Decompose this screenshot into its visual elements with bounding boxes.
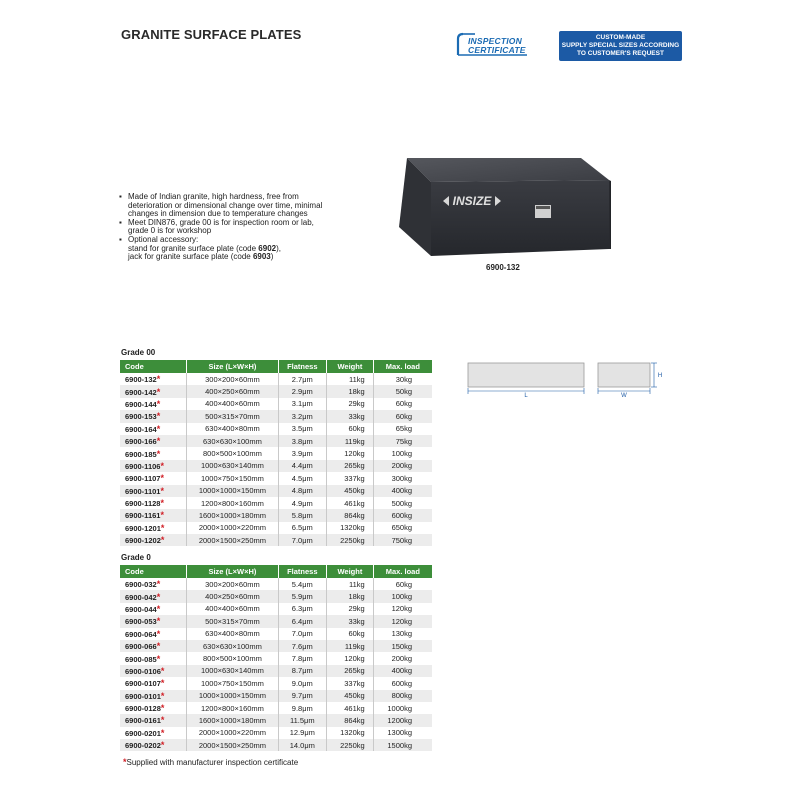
cell-size: 500×315×70mm (187, 615, 278, 627)
feature-item-accessory (118, 236, 328, 262)
code-text: 6900-0161 (125, 716, 161, 726)
table-row (120, 677, 432, 689)
cell-code (120, 714, 187, 726)
cell-code (120, 485, 187, 497)
table-row (120, 385, 432, 397)
table-row (120, 398, 432, 410)
code-text: 6900-044 (125, 604, 157, 614)
cell-code (120, 727, 187, 739)
grade-00-table (120, 360, 432, 546)
certificate-star: * (156, 436, 161, 447)
cell-flatness: 3.9μm (278, 447, 327, 459)
cell-weight: 461kg (327, 497, 374, 509)
code-text: 6900-1201 (125, 523, 161, 533)
certificate-star: * (160, 498, 164, 509)
cell-weight: 18kg (327, 385, 374, 397)
cell-size: 2000×1500×250mm (187, 534, 278, 546)
granite-plate-image (395, 155, 613, 261)
table-row (120, 652, 432, 664)
cell-size: 2000×1500×250mm (187, 739, 278, 751)
cell-flatness: 4.5μm (278, 472, 327, 484)
accessory-jack-suffix: ) (270, 252, 274, 262)
cell-max-load: 600kg (373, 509, 432, 521)
grade-0-body (120, 578, 432, 751)
cell-code (120, 628, 187, 640)
code-text: 6900-153 (125, 412, 157, 422)
code-text: 6900-144 (125, 399, 157, 409)
cell-flatness: 5.9μm (278, 590, 327, 602)
feature-item: ▪ Meet DIN876, grade 00 is for inspection room or lab, grade 0 is for workshop (118, 219, 328, 236)
cell-flatness: 8.7μm (278, 665, 327, 677)
cell-max-load: 800kg (373, 690, 432, 702)
cell-size: 300×200×60mm (187, 578, 278, 590)
cell-flatness: 9.0μm (278, 677, 327, 689)
cell-size: 800×500×100mm (187, 652, 278, 664)
page-title: GRANITE SURFACE PLATES (121, 27, 302, 42)
cell-max-load: 100kg (391, 449, 412, 459)
certificate-star: * (156, 579, 161, 590)
code-text: 6900-132 (125, 375, 157, 385)
cell-weight: 461kg (327, 702, 374, 714)
cell-code (120, 702, 187, 714)
header-max-load: Max. load (373, 565, 432, 578)
certificate-star: * (156, 603, 161, 614)
table-row (120, 628, 432, 640)
cell-code (120, 373, 187, 385)
cell-weight: 120kg (327, 652, 374, 664)
cell-weight: 864kg (327, 509, 374, 521)
cell-max-load: 100kg (373, 590, 432, 602)
cell-flatness: 7.0μm (278, 628, 327, 640)
length-label: L (524, 393, 528, 398)
certificate-star: * (160, 665, 165, 676)
certificate-star: * (160, 535, 165, 546)
cell-flatness: 3.8μm (278, 435, 327, 447)
table-row (120, 423, 432, 435)
table-row (120, 460, 432, 472)
cell-flatness: 7.8μm (278, 652, 327, 664)
table-row (120, 714, 432, 726)
cell-weight: 864kg (327, 714, 374, 726)
cell-max-load: 300kg (391, 473, 412, 483)
cell-max-load: 1000kg (387, 703, 412, 713)
width-label: W (621, 393, 627, 398)
table-row (120, 447, 432, 459)
cell-weight: 60kg (327, 423, 374, 435)
cell-max-load: 50kg (373, 385, 432, 397)
certificate-star: * (156, 423, 161, 434)
cell-flatness: 9.7μm (278, 690, 327, 702)
cell-max-load: 1500kg (373, 739, 432, 751)
certificate-star: * (156, 374, 161, 385)
cell-max-load: 30kg (395, 374, 412, 384)
header-code: Code (120, 565, 187, 578)
cell-weight: 29kg (327, 398, 374, 410)
code-text: 6900-064 (125, 629, 157, 639)
cell-flatness: 14.0μm (278, 739, 327, 751)
cell-size: 400×250×60mm (187, 590, 278, 602)
cell-max-load: 500kg (391, 498, 412, 508)
cell-max-load: 400kg (373, 485, 432, 497)
feature-item: ▪ Made of Indian granite, high hardness, free from deterioration or dimensional change over time, minimal changes in dimension due to temperature changes (118, 193, 328, 219)
cell-size: 2000×1000×220mm (187, 522, 278, 534)
cell-size: 1600×1000×180mm (187, 509, 278, 521)
cell-flatness: 3.2μm (278, 410, 327, 422)
table-row (120, 472, 432, 484)
cell-size: 400×250×60mm (187, 385, 278, 397)
cell-flatness: 4.4μm (278, 460, 327, 472)
cell-code (120, 534, 187, 546)
custom-line-1: CUSTOM-MADE (595, 34, 646, 41)
certificate-star: * (156, 411, 161, 422)
code-text: 6900-1101 (125, 486, 161, 496)
custom-line-2: SUPPLY SPECIAL SIZES ACCORDING (561, 42, 680, 49)
table-row (120, 702, 432, 714)
height-label: H (657, 373, 663, 379)
certificate-star: * (156, 448, 161, 459)
cell-code (120, 385, 187, 397)
table-row (120, 497, 432, 509)
product-image-caption: 6900-132 (486, 263, 520, 272)
table-row (120, 739, 432, 751)
footnote (123, 757, 298, 767)
cell-flatness: 7.0μm (278, 534, 327, 546)
cell-max-load: 400kg (373, 665, 432, 677)
cell-flatness: 5.4μm (278, 578, 327, 590)
cell-max-load: 65kg (395, 424, 412, 434)
certificate-star: * (156, 653, 161, 664)
cell-weight: 18kg (327, 590, 374, 602)
table-row (120, 485, 432, 497)
table-row (120, 373, 432, 385)
cell-weight: 1320kg (327, 522, 374, 534)
code-text: 6900-066 (125, 642, 157, 652)
cell-weight: 450kg (327, 485, 374, 497)
code-text: 6900-085 (125, 654, 157, 664)
certificate-star: * (156, 616, 161, 627)
cell-flatness: 7.6μm (278, 640, 327, 652)
table-row (120, 509, 432, 521)
table-row (120, 640, 432, 652)
table-row (120, 410, 432, 422)
cell-flatness: 9.8μm (278, 702, 327, 714)
code-text: 6900-1161 (125, 511, 161, 521)
cell-size: 1200×800×160mm (187, 497, 278, 509)
table-row (120, 665, 432, 677)
cell-size: 630×630×100mm (187, 435, 278, 447)
table-header-row (120, 360, 432, 373)
cell-weight: 2250kg (327, 534, 374, 546)
accessory-jack-text: jack for granite surface plate (code (128, 252, 253, 262)
cell-weight: 337kg (327, 472, 374, 484)
certificate-star: * (160, 485, 164, 496)
custom-made-box (559, 31, 682, 61)
cell-max-load: 60kg (395, 399, 412, 409)
cell-max-load: 650kg (391, 523, 412, 533)
cell-max-load: 60kg (373, 410, 432, 422)
certificate-star: * (156, 628, 161, 639)
code-text: 6900-053 (125, 617, 157, 627)
inspection-certificate-badge (455, 31, 547, 59)
cell-code (120, 578, 187, 590)
accessory-stand-code: 6902 (258, 243, 277, 253)
code-text: 6900-1128 (125, 499, 161, 509)
cell-size: 2000×1000×220mm (187, 727, 278, 739)
cell-max-load: 120kg (391, 604, 412, 614)
code-text: 6900-0107 (125, 679, 161, 689)
cell-size: 1600×1000×180mm (187, 714, 278, 726)
cell-flatness: 2.7μm (278, 373, 327, 385)
header-size: Size (L×W×H) (187, 565, 278, 578)
certificate-star: * (160, 727, 165, 738)
table-row (120, 727, 432, 739)
cell-code (120, 690, 187, 702)
table-row (120, 690, 432, 702)
cell-weight: 2250kg (327, 739, 374, 751)
code-text: 6900-142 (125, 387, 157, 397)
cell-weight: 1320kg (327, 727, 374, 739)
cell-max-load: 120kg (373, 615, 432, 627)
grade-0-table (120, 565, 432, 751)
cell-size: 630×630×100mm (187, 640, 278, 652)
cell-weight: 119kg (327, 435, 374, 447)
cell-flatness: 3.5μm (278, 423, 327, 435)
accessory-stand-text: stand for granite surface plate (code (128, 243, 259, 253)
cell-code (120, 435, 187, 447)
code-text: 6900-0202 (125, 741, 161, 751)
cell-max-load: 1300kg (387, 728, 412, 738)
code-text: 6900-0201 (125, 728, 161, 738)
certificate-star: * (160, 510, 164, 521)
cell-weight: 33kg (327, 410, 374, 422)
cell-code (120, 447, 187, 459)
cell-weight: 11kg (327, 373, 374, 385)
certificate-star: * (156, 398, 161, 409)
insize-brand-text: INSIZE (452, 194, 492, 208)
certificate-star: * (160, 740, 165, 751)
cell-max-load: 60kg (395, 579, 412, 589)
cell-code (120, 522, 187, 534)
certificate-star: * (160, 473, 164, 484)
table-row (120, 578, 432, 590)
grade-00-body (120, 373, 432, 546)
cell-size: 300×200×60mm (187, 373, 278, 385)
certificate-star: * (156, 386, 161, 397)
cell-flatness: 2.9μm (278, 385, 327, 397)
certificate-line-2: CERTIFICATE (468, 45, 526, 55)
cell-weight: 265kg (327, 665, 374, 677)
cell-weight: 120kg (327, 447, 374, 459)
cell-size: 1000×750×150mm (187, 472, 278, 484)
cell-weight: 60kg (327, 628, 374, 640)
cell-weight: 450kg (327, 690, 374, 702)
cell-flatness: 3.1μm (278, 398, 327, 410)
accessory-jack-code: 6903 (252, 252, 271, 262)
table-row (120, 603, 432, 615)
cell-size: 630×400×80mm (187, 423, 278, 435)
cell-code (120, 509, 187, 521)
accessory-intro: Optional accessory: (128, 234, 199, 244)
code-text: 6900-032 (125, 580, 157, 590)
dimension-diagram (466, 362, 666, 398)
cell-code (120, 410, 187, 422)
certificate-star: * (160, 522, 165, 533)
cell-weight: 29kg (327, 603, 374, 615)
code-text: 6900-1202 (125, 536, 161, 546)
cell-max-load: 750kg (373, 534, 432, 546)
certificate-star: * (156, 641, 161, 652)
cell-weight: 33kg (327, 615, 374, 627)
header-weight: Weight (327, 565, 374, 578)
footnote-text: Supplied with manufacturer inspection certificate (126, 758, 299, 767)
cell-flatness: 11.5μm (278, 714, 327, 726)
cell-code (120, 460, 187, 472)
cell-flatness: 6.3μm (278, 603, 327, 615)
cell-code (120, 497, 187, 509)
code-text: 6900-166 (125, 437, 157, 447)
cell-flatness: 6.5μm (278, 522, 327, 534)
code-text: 6900-0101 (125, 691, 161, 701)
code-text: 6900-185 (125, 449, 157, 459)
cell-code (120, 640, 187, 652)
cell-max-load: 600kg (391, 678, 412, 688)
code-text: 6900-042 (125, 592, 157, 602)
cell-code (120, 665, 187, 677)
header-flatness: Flatness (278, 360, 327, 373)
cell-flatness: 12.9μm (278, 727, 327, 739)
table-row (120, 590, 432, 602)
table-row (120, 435, 432, 447)
cell-max-load: 1200kg (373, 714, 432, 726)
cell-code (120, 423, 187, 435)
cell-code (120, 398, 187, 410)
cell-size: 400×400×60mm (187, 603, 278, 615)
cell-max-load: 130kg (391, 629, 412, 639)
cell-flatness: 4.9μm (278, 497, 327, 509)
cell-code (120, 603, 187, 615)
cell-code (120, 652, 187, 664)
table-row (120, 615, 432, 627)
cell-size: 1000×1000×150mm (187, 485, 278, 497)
cell-size: 630×400×80mm (187, 628, 278, 640)
cell-weight: 265kg (327, 460, 374, 472)
certificate-star: * (160, 703, 165, 714)
cell-code (120, 472, 187, 484)
cell-weight: 119kg (327, 640, 374, 652)
grade-0-label: Grade 0 (121, 553, 151, 562)
code-text: 6900-0128 (125, 704, 161, 714)
certificate-star: * (160, 690, 165, 701)
header-max-load: Max. load (373, 360, 432, 373)
cell-weight: 11kg (327, 578, 374, 590)
footnote-star: * (123, 757, 127, 767)
grade-00-label: Grade 00 (121, 348, 156, 357)
cell-flatness: 6.4μm (278, 615, 327, 627)
cell-max-load: 150kg (373, 640, 432, 652)
header-size: Size (L×W×H) (187, 360, 278, 373)
cell-flatness: 4.8μm (278, 485, 327, 497)
cell-size: 400×400×60mm (187, 398, 278, 410)
cell-size: 500×315×70mm (187, 410, 278, 422)
certificate-line-1: INSPECTION (468, 36, 522, 46)
custom-line-3: TO CUSTOMER'S REQUEST (577, 50, 664, 57)
cell-code (120, 739, 187, 751)
cell-weight: 337kg (327, 677, 374, 689)
cell-size: 1000×630×140mm (187, 460, 278, 472)
cell-size: 1200×800×160mm (187, 702, 278, 714)
accessory-stand-suffix: ), (276, 243, 281, 253)
certificate-star: * (160, 460, 164, 471)
code-text: 6900-1106 (125, 461, 161, 471)
certificate-star: * (160, 678, 165, 689)
cell-size: 1000×630×140mm (187, 665, 278, 677)
cell-size: 800×500×100mm (187, 447, 278, 459)
header-flatness: Flatness (278, 565, 327, 578)
cell-flatness: 5.8μm (278, 509, 327, 521)
certificate-star: * (156, 591, 161, 602)
cell-size: 1000×1000×150mm (187, 690, 278, 702)
cell-max-load: 200kg (373, 460, 432, 472)
cell-size: 1000×750×150mm (187, 677, 278, 689)
table-row (120, 522, 432, 534)
cell-code (120, 615, 187, 627)
table-row (120, 534, 432, 546)
code-text: 6900-0106 (125, 666, 161, 676)
code-text: 6900-1107 (125, 474, 161, 484)
table-header-row (120, 565, 432, 578)
cell-code (120, 590, 187, 602)
cell-max-load: 75kg (373, 435, 432, 447)
header-weight: Weight (327, 360, 374, 373)
header-code: Code (120, 360, 187, 373)
cell-max-load: 200kg (391, 654, 412, 664)
code-text: 6900-164 (125, 424, 157, 434)
certificate-star: * (160, 715, 165, 726)
features-list (118, 193, 328, 262)
cell-code (120, 677, 187, 689)
